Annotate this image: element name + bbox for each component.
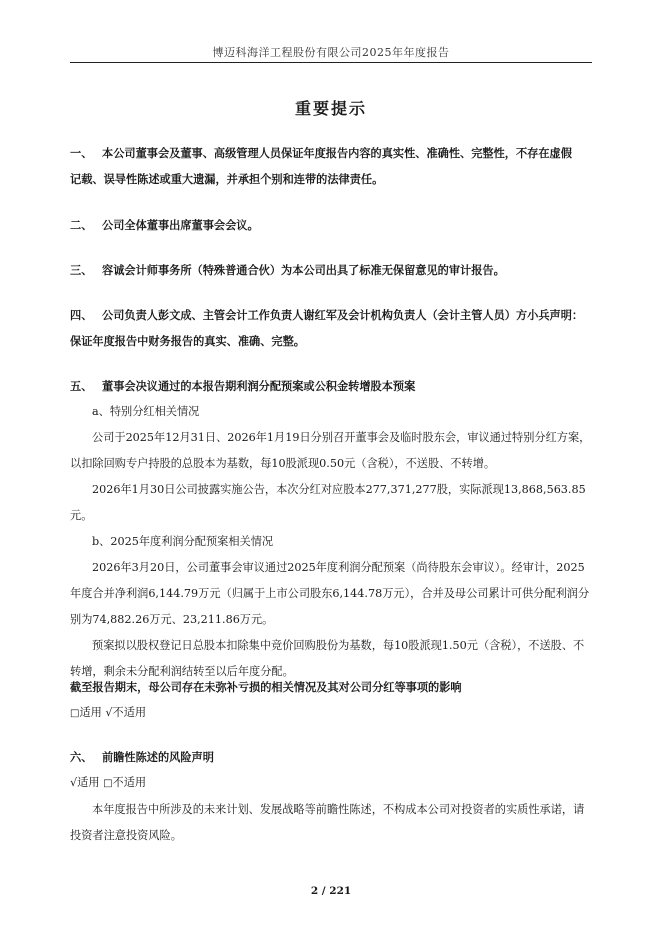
section-4	[70, 302, 592, 354]
profit-distribution-label: b、2025年度利润分配预案相关情况	[92, 535, 274, 548]
section-6-number: 六、	[70, 750, 93, 764]
section-5-heading: 董事会决议通过的本报告期利润分配预案或公积金转增股本预案	[102, 379, 416, 393]
section-5	[70, 373, 592, 685]
page-number: 2 / 221	[310, 885, 352, 897]
section-3-text: 容诚会计师事务所（特殊普通合伙）为本公司出具了标准无保留意见的审计报告。	[102, 263, 505, 277]
uncovered-loss-options	[70, 700, 592, 727]
section-4-text-line1: 公司负责人彭文成、主管会计工作负责人谢红军及会计机构负责人（会计主管人员）方小兵声明：	[102, 308, 584, 322]
section-6-options	[70, 770, 592, 797]
special-dividend-paragraph-2: 2026年1月30日公司披露实施公告，本次分红对应股本277,371,277股，实际派现13,868,563.85元。	[70, 483, 586, 522]
page-title: 重要提示	[294, 99, 367, 118]
not-applicable-checkbox: □	[103, 778, 113, 789]
uncovered-loss-section	[70, 674, 592, 727]
forward-looking-statement-paragraph: 本年度报告中所涉及的未来计划、发展战略等前瞻性陈述，不构成本公司对投资者的实质性承诺，请投资者注意投资风险。	[70, 803, 585, 842]
profit-distribution-paragraph-1: 2026年3月20日，公司董事会审议通过2025年度利润分配预案（尚待股东会审议）。经审计，2025年度合并净利润6,144.79万元（归属于上市公司股东6,144.78万元），合并及母公司累计可供分配利润分别为74,882.26万元、23,211.86万元。	[70, 561, 590, 626]
section-1-text-line1: 本公司董事会及董事、高级管理人员保证年度报告内容的真实性、准确性、完整性，不存在虚假	[102, 146, 572, 160]
applicable-checkbox: □	[70, 708, 80, 719]
section-2	[70, 212, 592, 238]
section-4-number: 四、	[70, 308, 93, 322]
profit-distribution-paragraph-2: 预案拟以股权登记日总股本扣除集中竞价回购股份为基数，每10股派现1.50元（含税），不送股、不转增，剩余未分配利润结转至以后年度分配。	[70, 639, 585, 678]
section-3-number: 三、	[70, 263, 93, 277]
section-3	[70, 257, 592, 283]
not-applicable-label: 不适用	[112, 706, 147, 719]
special-dividend-paragraph-1: 公司于2025年12月31日、2026年1月19日分别召开董事会及临时股东会，审议通过特别分红方案，以扣除回购专户持股的总股本为基数，每10股派现0.50元（含税），不送股、不转增。	[70, 431, 591, 470]
applicable-label: 适用	[77, 776, 100, 789]
section-1-text-line2: 记载、误导性陈述或重大遗漏，并承担个别和连带的法律责任。	[70, 172, 384, 186]
section-4-text-line2: 保证年度报告中财务报告的真实、准确、完整。	[70, 334, 305, 348]
applicable-label: 适用	[79, 706, 102, 719]
section-2-number: 二、	[70, 218, 93, 232]
checkmark-icon: √	[70, 776, 78, 789]
section-1-number: 一、	[70, 146, 93, 160]
header-divider	[70, 62, 592, 63]
not-applicable-label: 不适用	[112, 776, 147, 789]
checkmark-icon: √	[105, 706, 113, 719]
uncovered-loss-heading: 截至报告期末，母公司存在未弥补亏损的相关情况及其对公司分红等事项的影响	[70, 680, 462, 694]
section-5-number: 五、	[70, 379, 93, 393]
section-6	[70, 744, 592, 849]
running-header: 博迈科海洋工程股份有限公司2025年年度报告	[212, 46, 450, 59]
section-1	[70, 140, 592, 192]
special-dividend-label: a、特别分红相关情况	[92, 405, 200, 418]
section-6-heading: 前瞻性陈述的风险声明	[102, 750, 214, 764]
section-2-text: 公司全体董事出席董事会会议。	[102, 218, 259, 232]
